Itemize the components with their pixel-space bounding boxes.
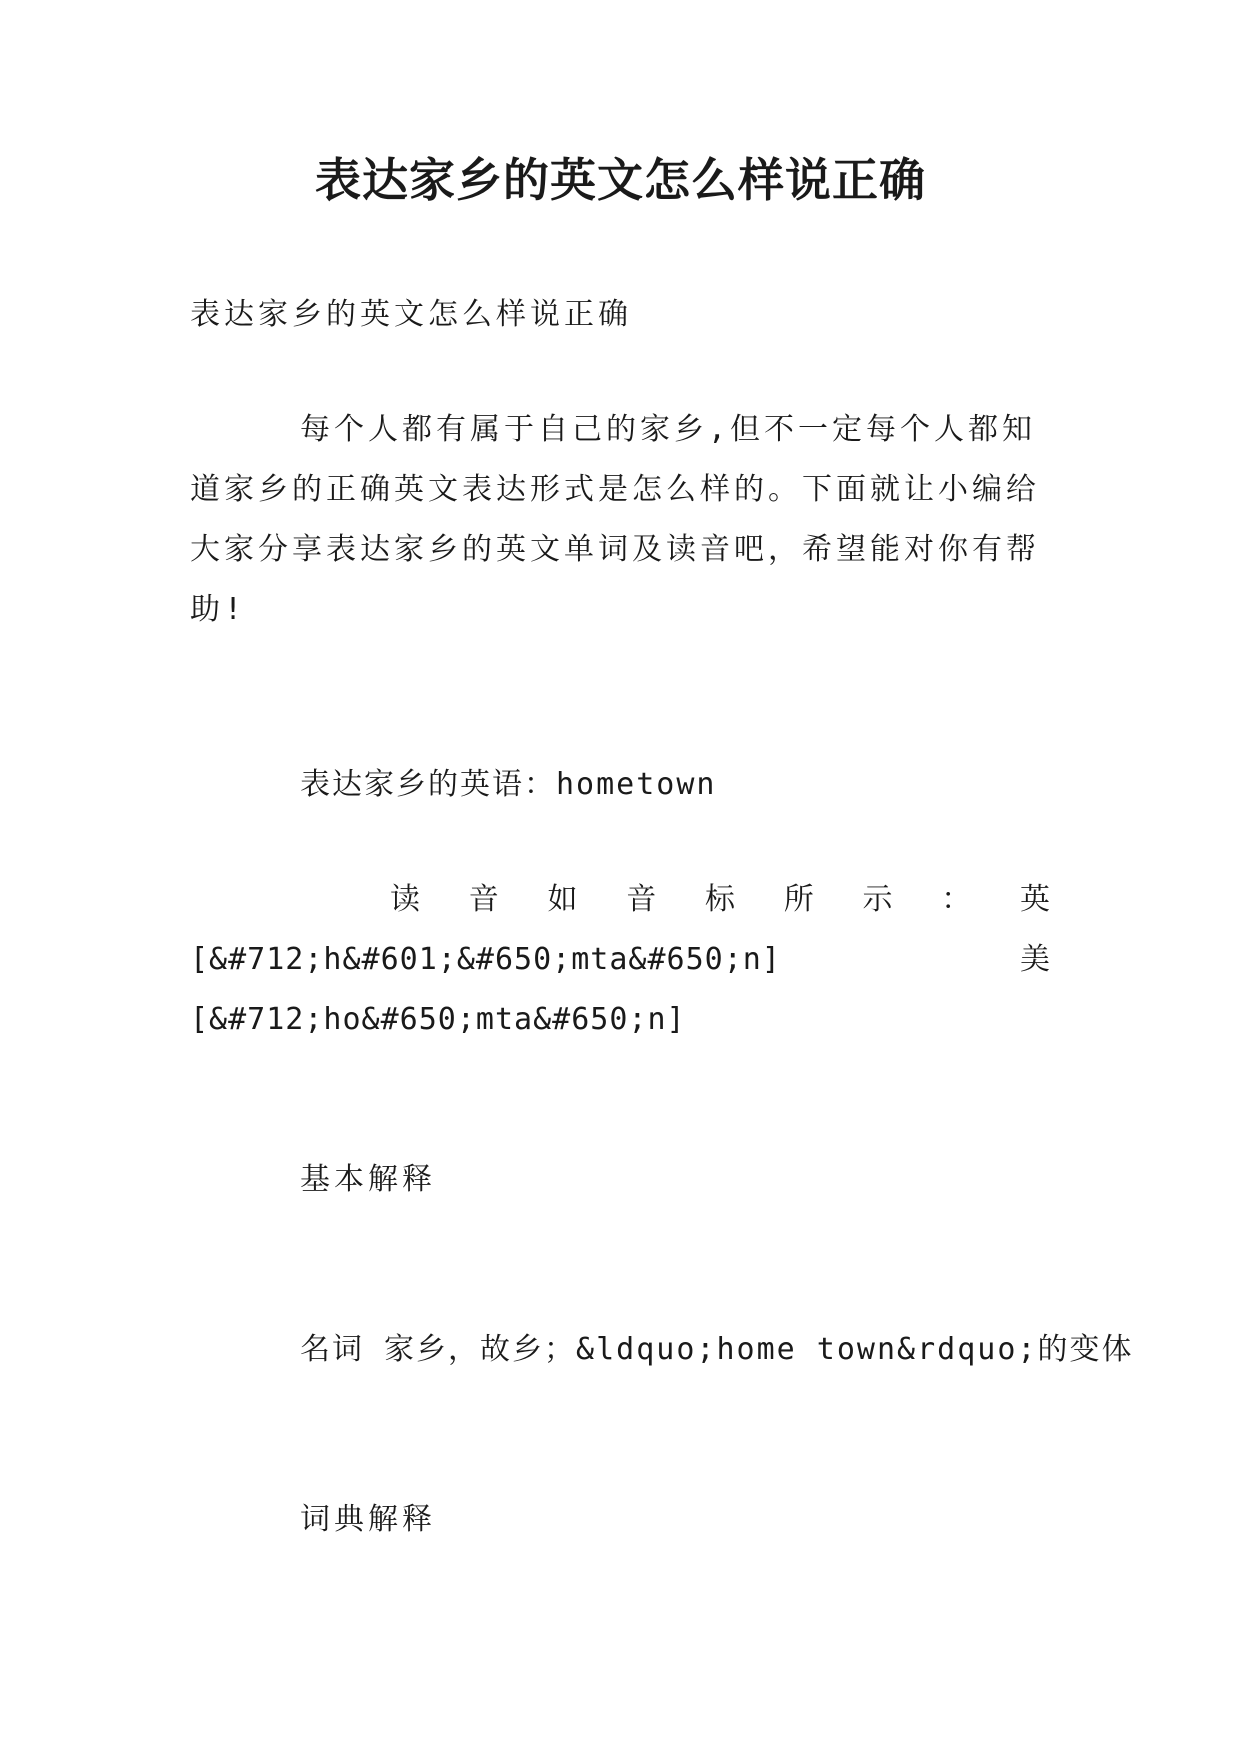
pronunciation-char: 音 — [468, 882, 499, 917]
document-title: 表达家乡的英文怎么样说正确 — [315, 153, 926, 207]
us-phonetic: [&#712;ho&#650;mta&#650;n] — [190, 1002, 686, 1037]
pronunciation-char: ： — [941, 882, 972, 917]
pronunciation-label — [390, 870, 1050, 930]
intro-paragraph: 每个人都有属于自己的家乡,但不一定每个人都知道家乡的正确英文表达形式是怎么样的。下面就让小编给大家分享表达家乡的英文单词及读音吧，希望能对你有帮助! — [190, 412, 1040, 627]
pronunciation-char: 音 — [626, 882, 657, 917]
pronunciation-row — [190, 870, 1050, 930]
basic-explanation-heading: 基本解释 — [300, 1162, 436, 1197]
pronunciation-char: 所 — [783, 882, 814, 917]
pronunciation-char: 如 — [547, 882, 578, 917]
english-word-line: 表达家乡的英语：hometown — [300, 767, 717, 802]
pronunciation-row — [190, 930, 1050, 990]
pronunciation-row — [190, 990, 1050, 1050]
us-label: 美 — [1020, 942, 1050, 977]
pronunciation-char: 英 — [1020, 882, 1050, 917]
pronunciation-char: 标 — [705, 882, 735, 917]
pronunciation-char: 读 — [390, 882, 420, 917]
noun-definition: 名词 家乡，故乡；&ldquo;home town&rdquo;的变体 — [300, 1332, 1134, 1367]
pronunciation-char: 示 — [862, 882, 893, 917]
document-subtitle: 表达家乡的英文怎么样说正确 — [190, 297, 632, 332]
uk-phonetic: [&#712;h&#601;&#650;mta&#650;n] — [190, 942, 781, 977]
dictionary-explanation-heading: 词典解释 — [300, 1502, 436, 1537]
